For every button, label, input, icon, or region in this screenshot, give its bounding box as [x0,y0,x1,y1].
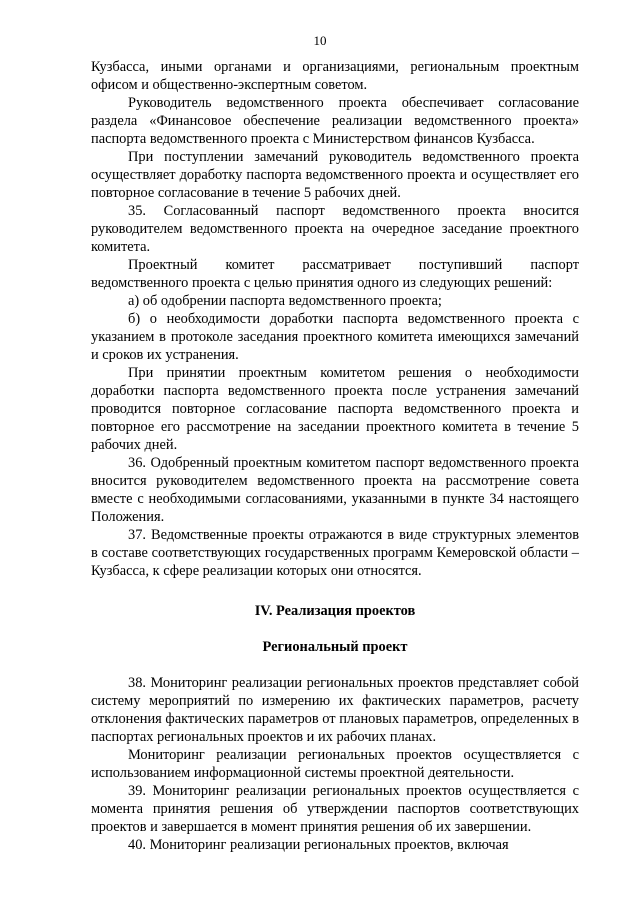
section-heading: IV. Реализация проектов [254,603,416,619]
paragraph: Проектный комитет рассматривает поступивший паспорт ведомственного проекта с целью принятия одного из следующих решений: [91,257,579,291]
paragraph-item-39: 39. Мониторинг реализации региональных проектов осуществляется с момента принятия решения об утверждении паспортов соответствующих проектов и завершается в момент принятия решения об их завершении. [91,783,579,835]
paragraph-item-36: 36. Одобренный проектным комитетом паспорт ведомственного проекта вносится руководителем ведомственного проекта на рассмотрение совета вместе с необходимыми согласованиями, указанными в пункте 34 настоящего Положения. [91,455,579,525]
list-item-a: а) об одобрении паспорта ведомственного проекта; [128,293,442,309]
document-body [91,58,579,854]
paragraph-item-37: 37. Ведомственные проекты отражаются в виде структурных элементов в составе соответствующих государственных программ Кемеровской области – Кузбасса, к сфере реализации которых они относятся. [91,527,579,579]
paragraph-item-38: 38. Мониторинг реализации региональных проектов представляет собой систему мероприятий по измерению их фактических параметров, расчету отклонения фактических параметров от плановых параметров, определенных в паспортах региональных проектов и их рабочих планах. [91,675,579,745]
paragraph-continuation: Кузбасса, иными органами и организациями, региональным проектным офисом и общественно-экспертным советом. [91,59,579,93]
paragraph: Мониторинг реализации региональных проектов осуществляется с использованием информационной системы проектной деятельности. [91,747,579,781]
paragraph-item-40: 40. Мониторинг реализации региональных проектов, включая [128,837,509,853]
list-item-b: б) о необходимости доработки паспорта ведомственного проекта с указанием в протоколе заседания проектного комитета имеющихся замечаний и сроков их устранения. [91,311,579,363]
paragraph: При принятии проектным комитетом решения о необходимости доработки паспорта ведомственного проекта после устранения замечаний проводится повторное согласование паспорта ведомственного проекта и повторное его рассмотрение на заседании проектного комитета в течение 5 рабочих дней. [91,365,579,453]
subsection-heading: Региональный проект [262,639,408,655]
paragraph: Руководитель ведомственного проекта обеспечивает согласование раздела «Финансовое обеспечение реализации ведомственного проекта» паспорта ведомственного проекта с Министерством финансов Кузбасса. [91,95,579,147]
paragraph: При поступлении замечаний руководитель ведомственного проекта осуществляет доработку паспорта ведомственного проекта и осуществляет его повторное согласование в течение 5 рабочих дней. [91,149,579,201]
paragraph-item-35: 35. Согласованный паспорт ведомственного проекта вносится руководителем ведомственного проекта на очередное заседание проектного комитета. [91,203,579,255]
page-number: 10 [313,33,327,48]
